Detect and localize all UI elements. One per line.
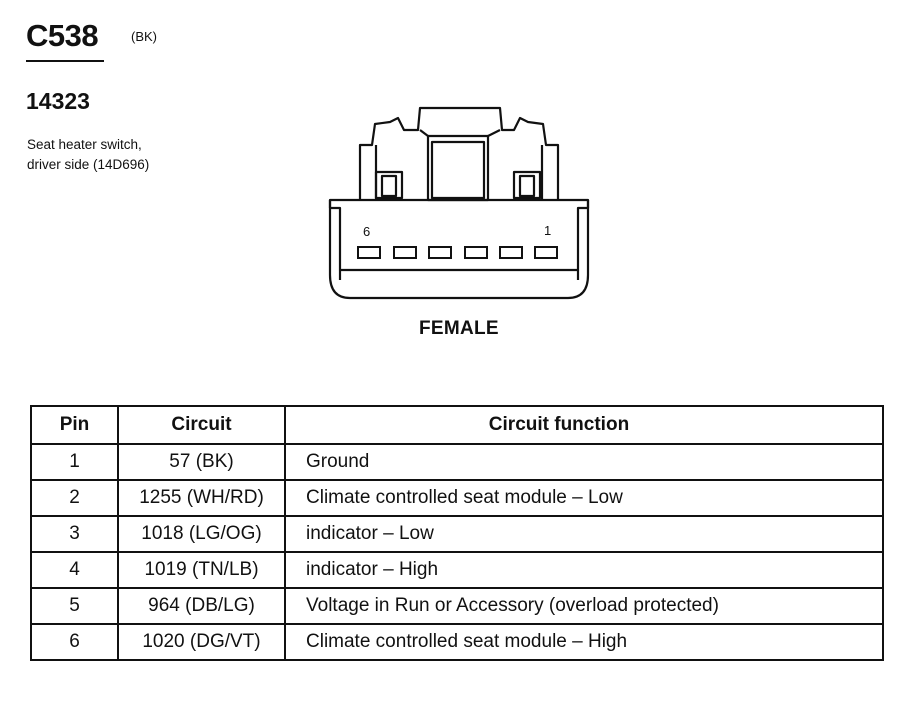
circuit-cell: 1019 (TN/LB) — [118, 552, 285, 588]
connector-gender-label: FEMALE — [419, 318, 499, 339]
connector-upper-housing — [360, 108, 558, 200]
pin-cavity-6 — [358, 247, 380, 258]
pin-cavity-5 — [394, 247, 416, 258]
table-row — [31, 624, 883, 660]
pin-cell: 5 — [31, 588, 118, 624]
table-row — [31, 480, 883, 516]
table-header-row — [31, 406, 883, 444]
circuit-cell: 964 (DB/LG) — [118, 588, 285, 624]
header-circuit-function: Circuit function — [285, 406, 883, 444]
function-cell: Climate controlled seat module – High — [285, 624, 883, 660]
description-line-1: Seat heater switch, — [27, 137, 142, 152]
part-number: 14323 — [26, 88, 90, 114]
header-circuit: Circuit — [118, 406, 285, 444]
pin-cavity-3 — [465, 247, 487, 258]
header-pin: Pin — [31, 406, 118, 444]
pin-cell: 2 — [31, 480, 118, 516]
function-cell: indicator – Low — [285, 516, 883, 552]
table-row — [31, 444, 883, 480]
circuit-cell: 1255 (WH/RD) — [118, 480, 285, 516]
pin-table — [30, 405, 884, 661]
circuit-cell: 1020 (DG/VT) — [118, 624, 285, 660]
connector-id: C538 — [26, 18, 99, 53]
description-line-2: driver side (14D696) — [27, 157, 150, 172]
table-row — [31, 588, 883, 624]
pin-cell: 1 — [31, 444, 118, 480]
pin-cell: 3 — [31, 516, 118, 552]
pin-cell: 4 — [31, 552, 118, 588]
circuit-cell: 1018 (LG/OG) — [118, 516, 285, 552]
connector-face-diagram — [320, 100, 600, 305]
function-cell: indicator – High — [285, 552, 883, 588]
circuit-cell: 57 (BK) — [118, 444, 285, 480]
pin-cavity-4 — [429, 247, 451, 258]
function-cell: Climate controlled seat module – Low — [285, 480, 883, 516]
pin-cavity-2 — [500, 247, 522, 258]
table-row — [31, 516, 883, 552]
function-cell: Voltage in Run or Accessory (overload protected) — [285, 588, 883, 624]
table-row — [31, 552, 883, 588]
pin-cavity-1 — [535, 247, 557, 258]
pin-label-right: 1 — [544, 223, 552, 238]
pin-cell: 6 — [31, 624, 118, 660]
connector-id-underline — [26, 60, 104, 62]
pin-label-left: 6 — [363, 224, 371, 239]
function-cell: Ground — [285, 444, 883, 480]
center-latch — [428, 136, 488, 200]
connector-color: (BK) — [131, 29, 157, 44]
